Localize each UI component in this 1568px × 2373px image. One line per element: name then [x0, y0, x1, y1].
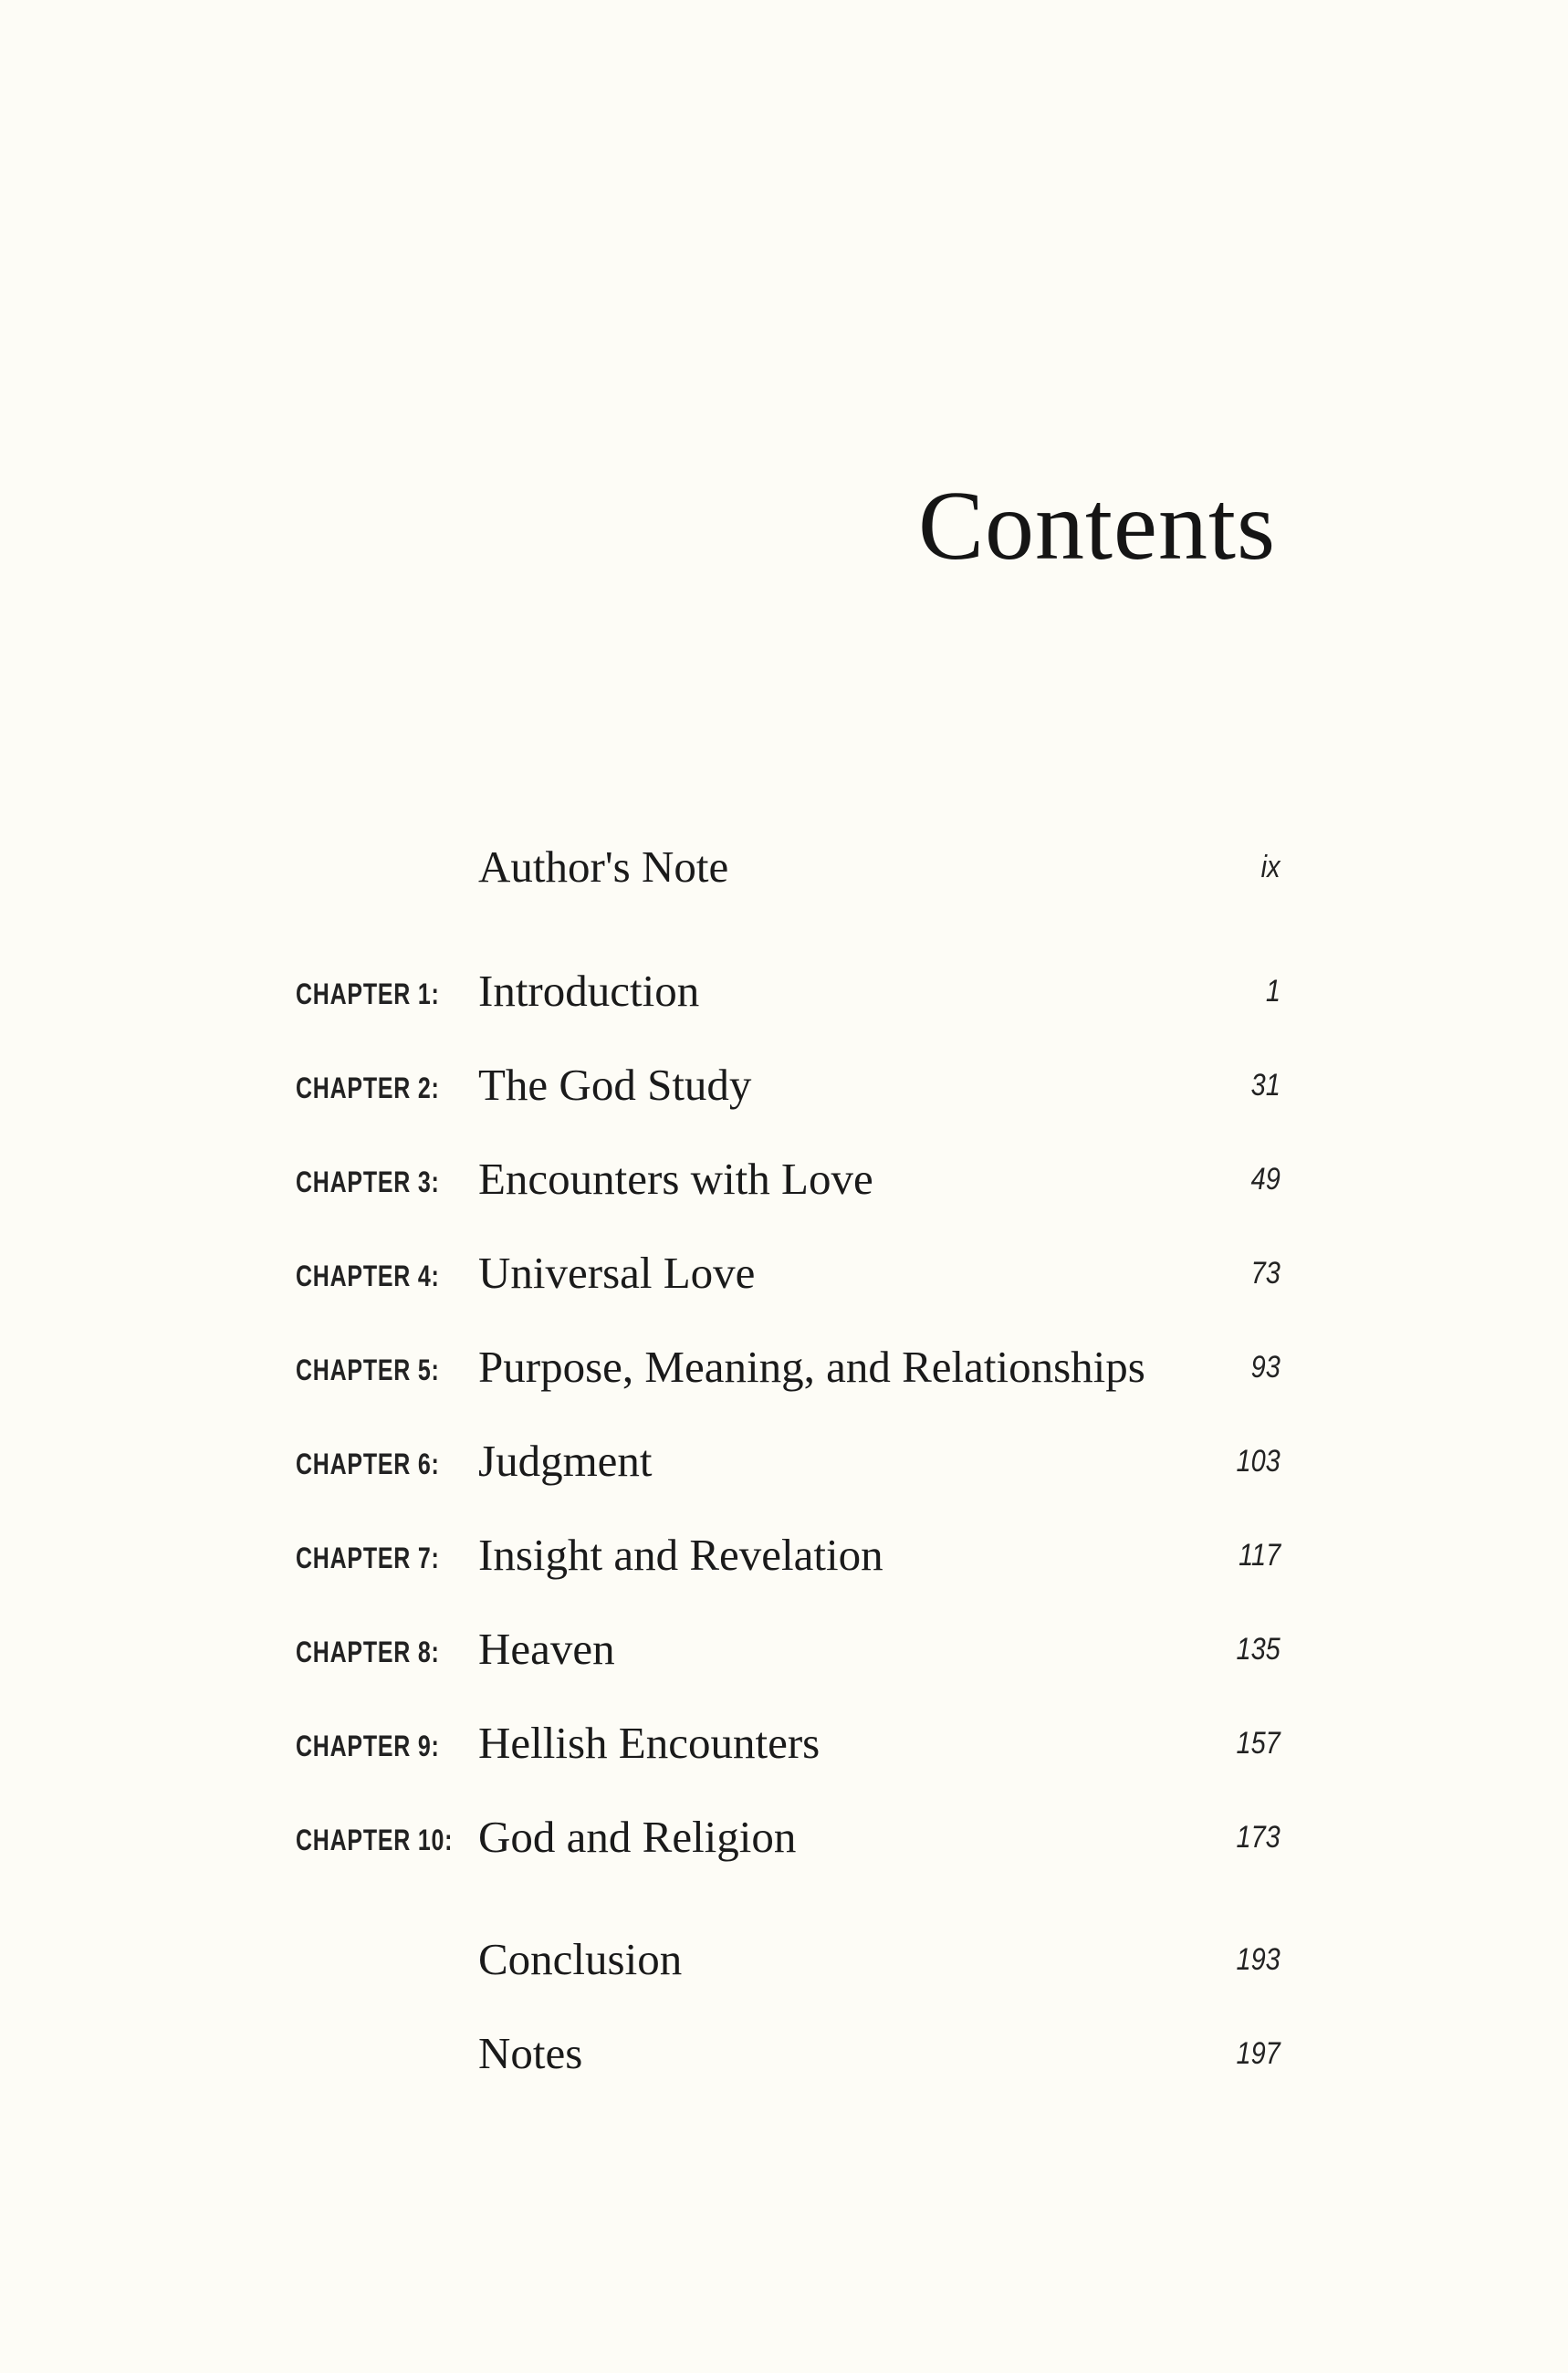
page-number: 73	[1250, 1256, 1281, 1291]
toc-entry[interactable]	[0, 1623, 1568, 1678]
page-number: 49	[1250, 1162, 1281, 1197]
page-number: 135	[1236, 1632, 1281, 1667]
entry-title: Introduction	[478, 966, 700, 1016]
toc-entry[interactable]	[0, 965, 1568, 1019]
page-number: 93	[1250, 1350, 1281, 1385]
toc-entry[interactable]	[0, 1153, 1568, 1207]
page-number: 173	[1236, 1820, 1281, 1855]
page-number: 193	[1236, 1942, 1281, 1977]
page-number: 1	[1265, 974, 1281, 1009]
entry-title: The God Study	[478, 1060, 752, 1110]
entry-title: Judgment	[478, 1436, 653, 1486]
entry-title: Author's Note	[478, 842, 729, 892]
entry-title: Encounters with Love	[478, 1154, 873, 1204]
chapter-label: CHAPTER 1:	[296, 977, 440, 1010]
page-number: 117	[1238, 1538, 1281, 1573]
toc-entry[interactable]	[0, 1435, 1568, 1490]
chapter-label: CHAPTER 9:	[296, 1730, 440, 1762]
chapter-label: CHAPTER 2:	[296, 1072, 440, 1104]
page-number: ix	[1261, 850, 1281, 884]
toc-entry[interactable]	[0, 1933, 1568, 1988]
toc-entry[interactable]	[0, 2027, 1568, 2082]
chapter-label: CHAPTER 6:	[296, 1448, 440, 1480]
entry-title: God and Religion	[478, 1812, 797, 1862]
chapter-label: CHAPTER 8:	[296, 1636, 440, 1668]
chapter-label: CHAPTER 5:	[296, 1354, 440, 1386]
chapter-label: CHAPTER 10:	[296, 1824, 454, 1856]
entry-title: Universal Love	[478, 1248, 756, 1298]
toc-entry[interactable]	[0, 1717, 1568, 1772]
chapter-label: CHAPTER 3:	[296, 1166, 440, 1198]
page-number: 31	[1250, 1068, 1281, 1103]
toc-entry[interactable]	[0, 1247, 1568, 1301]
entry-title: Conclusion	[478, 1934, 683, 1984]
entry-title: Hellish Encounters	[478, 1718, 821, 1768]
toc-entry[interactable]	[0, 1341, 1568, 1396]
toc-entry[interactable]	[0, 1811, 1568, 1866]
page-title: Contents	[917, 472, 1276, 580]
entry-title: Insight and Revelation	[478, 1530, 883, 1580]
page-number: 103	[1236, 1444, 1281, 1479]
page-number: 157	[1236, 1726, 1281, 1761]
entry-title: Purpose, Meaning, and Relationships	[478, 1342, 1145, 1392]
toc-entry[interactable]	[0, 841, 1568, 895]
chapter-label: CHAPTER 7:	[296, 1542, 440, 1574]
chapter-label: CHAPTER 4:	[296, 1260, 440, 1292]
toc-entry[interactable]	[0, 1059, 1568, 1113]
toc-entry[interactable]	[0, 1529, 1568, 1584]
entry-title: Notes	[478, 2028, 583, 2078]
entry-title: Heaven	[478, 1624, 615, 1674]
page-number: 197	[1236, 2036, 1281, 2071]
